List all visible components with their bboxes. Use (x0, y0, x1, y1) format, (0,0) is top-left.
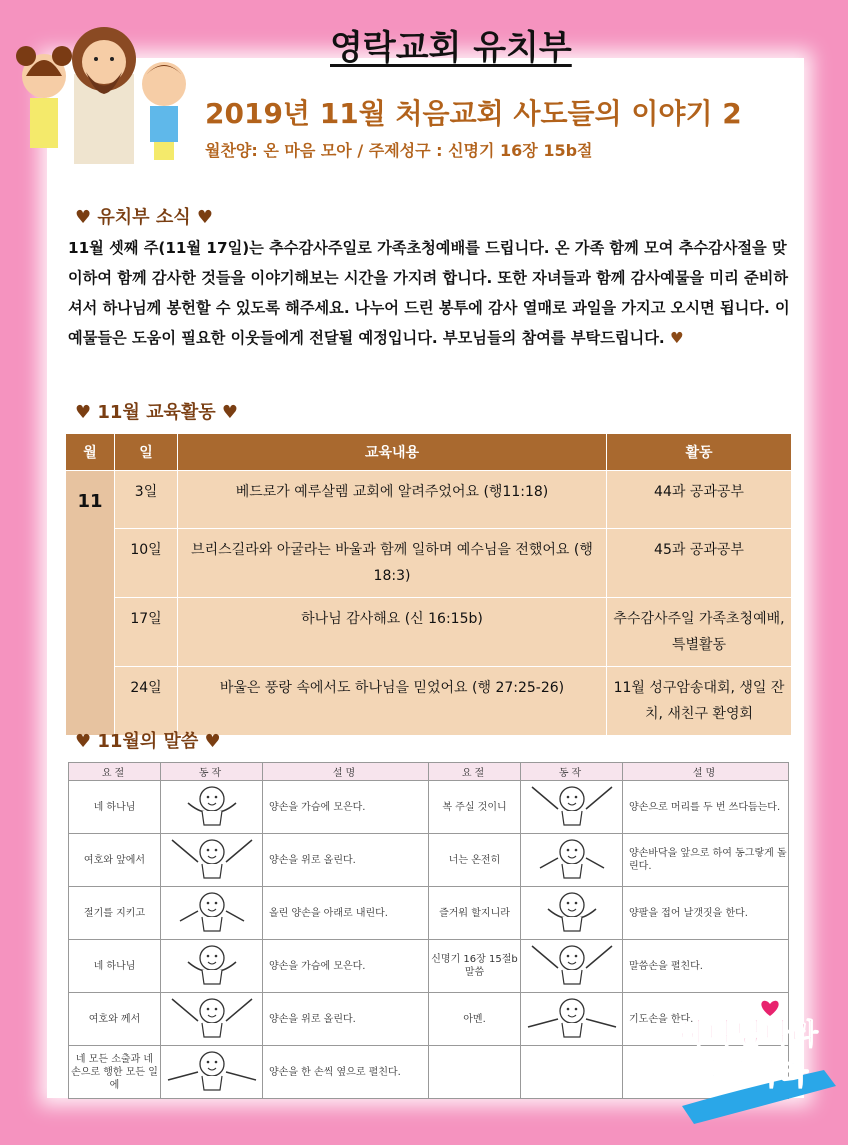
gesture-icon (161, 834, 263, 887)
news-heading: ♥ 유치부 소식 ♥ (75, 207, 214, 228)
col-desc: 설명 (623, 763, 789, 781)
col-month: 월 (66, 434, 115, 471)
verse-cell: 너는 온전히 (429, 834, 521, 887)
day-cell: 10일 (115, 529, 178, 598)
desc-cell: 양손을 위로 올린다. (263, 834, 429, 887)
col-verse: 요절 (429, 763, 521, 781)
gesture-icon (521, 834, 623, 887)
activity-cell: 44과 공과공부 (607, 471, 792, 529)
desc-cell: 양손을 가슴에 모은다. (263, 781, 429, 834)
news-body (68, 233, 798, 353)
verse-cell: 신명기 16장 15절b 말씀 (429, 940, 521, 993)
day-cell: 24일 (115, 667, 178, 736)
content-cell: 베드로가 예루살렘 교회에 알려주었어요 (행11:18) (178, 471, 607, 529)
verse-cell: 여호와 께서 (69, 993, 161, 1046)
verse-row (69, 834, 789, 887)
gesture-icon (161, 940, 263, 993)
page-title: 영락교회 유치부 (330, 28, 572, 68)
children-jesus-illustration (4, 14, 204, 164)
verse-cell: 네 하나님 (69, 940, 161, 993)
month-cell: 11 (66, 471, 115, 736)
verse-row (69, 887, 789, 940)
verse-cell: 네 하나님 (69, 781, 161, 834)
table-row (66, 667, 792, 736)
news-text: 11월 셋째 주(11월 17일)는 추수감사주일로 가족초청예배를 드립니다. 온 가족 함께 모여 추수감사절을 맞이하여 함께 감사한 것들을 이야기해보는 시간을 가지려 합니다. 또한 자녀들과 함께 감사예물을 미리 준비하셔서 하나님께 봉헌할 수 있도록 해주세요. 나누어 드린 봉투에 감사 열매로 과일을 가지고 오시면 됩니다. 이 예물들은 도움이 필요한 이웃들에게 전달될 예정입니다. 부모님들의 참여를 부탁드립니다. (68, 239, 790, 347)
education-table (65, 433, 792, 736)
desc-cell: 올린 양손을 아래로 내린다. (263, 887, 429, 940)
gesture-icon (521, 1046, 623, 1099)
verse-heading: ♥ 11월의 말씀 ♥ (75, 731, 221, 752)
table-row (66, 529, 792, 598)
verse-cell: 아멘. (429, 993, 521, 1046)
table-row (66, 471, 792, 529)
col-action: 동작 (521, 763, 623, 781)
day-cell: 17일 (115, 598, 178, 667)
desc-cell: 양손을 한 손씩 옆으로 펼친다. (263, 1046, 429, 1099)
gesture-icon (161, 993, 263, 1046)
verse-cell (429, 1046, 521, 1099)
gesture-icon (521, 887, 623, 940)
kingdom-logo (674, 1000, 844, 1130)
desc-cell: 양손바닥을 앞으로 하여 동그랗게 돌린다. (623, 834, 789, 887)
col-day: 일 (115, 434, 178, 471)
content-cell: 하나님 감사해요 (신 16:15b) (178, 598, 607, 667)
verse-cell: 여호와 앞에서 (69, 834, 161, 887)
verse-row (69, 940, 789, 993)
day-cell: 3일 (115, 471, 178, 529)
verse-row (69, 781, 789, 834)
verse-cell: 절기를 지키고 (69, 887, 161, 940)
activity-cell: 45과 공과공부 (607, 529, 792, 598)
activity-cell: 11월 성구암송대회, 생일 잔치, 새친구 환영회 (607, 667, 792, 736)
verse-cell: 복 주실 것이니 (429, 781, 521, 834)
col-desc: 설명 (263, 763, 429, 781)
month-theme-title: 2019년 11월 처음교회 사도들의 이야기 2 (205, 97, 742, 130)
gesture-icon (161, 1046, 263, 1099)
desc-cell: 말씀손을 펼친다. (623, 940, 789, 993)
song-and-verse-line: 월찬양: 온 마음 모아 / 주제성구 : 신명기 16장 15b절 (205, 141, 593, 160)
desc-cell: 양손을 가슴에 모은다. (263, 940, 429, 993)
table-row (66, 598, 792, 667)
content-cell: 브리스길라와 아굴라는 바울과 함께 일하며 예수님을 전했어요 (행 18:3) (178, 529, 607, 598)
gesture-icon (161, 781, 263, 834)
col-activity: 활동 (607, 434, 792, 471)
col-content: 교육내용 (178, 434, 607, 471)
gesture-icon (521, 993, 623, 1046)
verse-cell: 네 모든 소출과 네 손으로 행한 모든 일에 (69, 1046, 161, 1099)
content-cell: 바울은 풍랑 속에서도 하나님을 믿었어요 (행 27:25-26) (178, 667, 607, 736)
gesture-icon (521, 940, 623, 993)
desc-cell: 양손으로 머리를 두 번 쓰다듬는다. (623, 781, 789, 834)
logo-line1: 하나님나라 (678, 1017, 819, 1051)
col-verse: 요절 (69, 763, 161, 781)
gesture-icon (161, 887, 263, 940)
desc-cell: 양손을 위로 올린다. (263, 993, 429, 1046)
activity-cell: 추수감사주일 가족초청예배, 특별활동 (607, 598, 792, 667)
logo-line2: 말씀나라 (692, 1057, 808, 1092)
col-action: 동작 (161, 763, 263, 781)
education-heading: ♥ 11월 교육활동 ♥ (75, 402, 239, 423)
desc-cell: 양팔을 접어 날갯짓을 한다. (623, 887, 789, 940)
verse-cell: 즐거워 할지니라 (429, 887, 521, 940)
heart-icon: ♥ (669, 329, 684, 347)
gesture-icon (521, 781, 623, 834)
desc-cell: 기도손을 한다. (623, 993, 789, 1046)
